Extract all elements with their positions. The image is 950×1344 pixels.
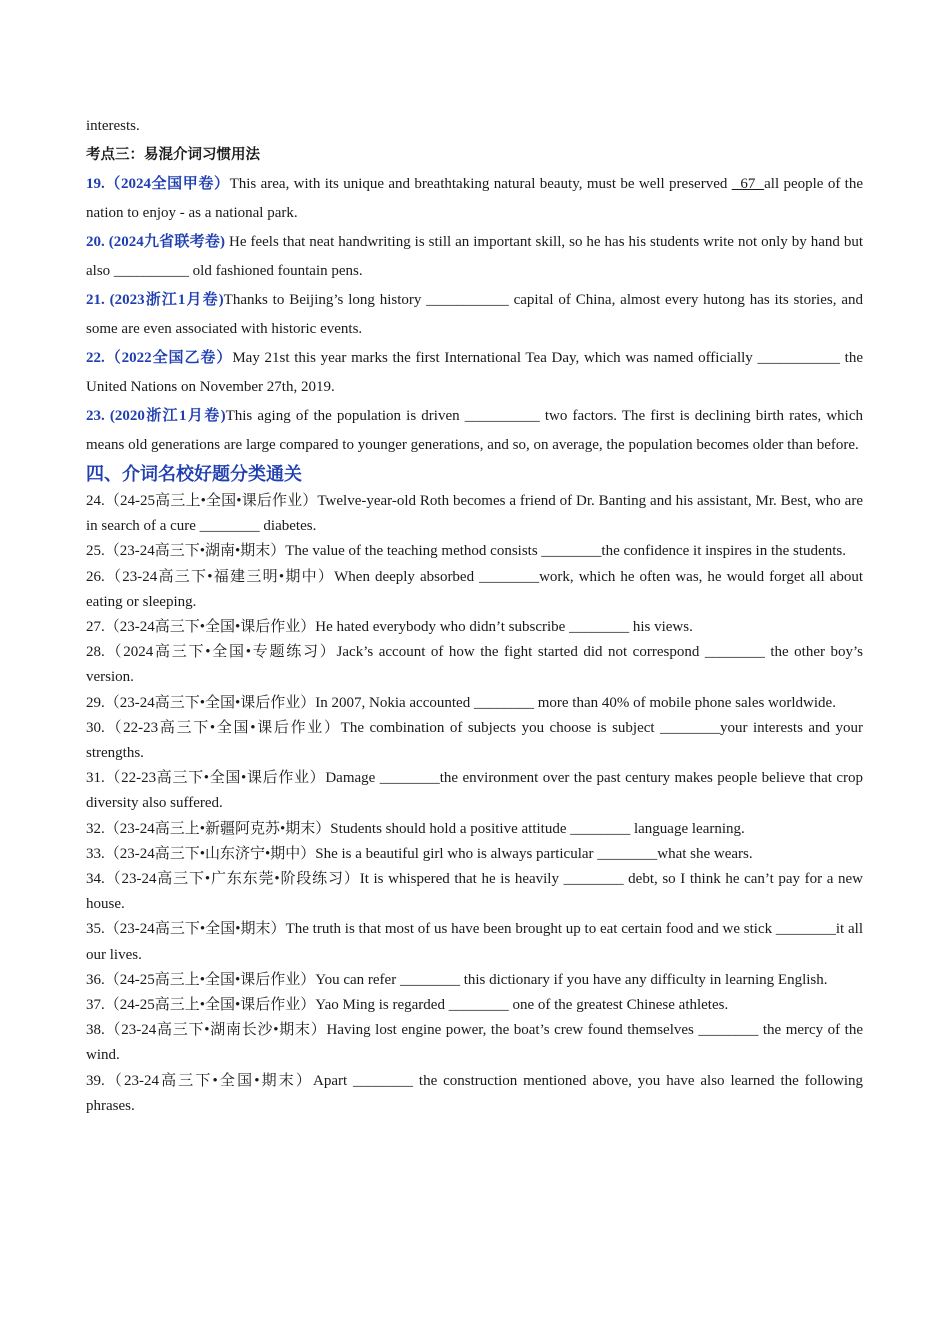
question-source: 23. (2020浙江1月卷) <box>86 408 226 424</box>
question-21 <box>86 286 863 344</box>
question-39: 39.（23-24高三下•全国•期末）Apart ________ the construction mentioned above, you have also learned the following phrases. <box>86 1072 863 1114</box>
question-27: 27.（23-24高三下•全国•课后作业）He hated everybody who didn’t subscribe ________ his views. <box>86 619 693 636</box>
section-title: 四、介词名校好题分类通关 <box>86 464 302 485</box>
question-38: 38.（23-24高三下•湖南长沙•期末）Having lost engine power, the boat’s crew found themselves ________ the mercy of the wind. <box>86 1022 863 1064</box>
question-33: 33.（23-24高三下•山东济宁•期中）She is a beautiful girl who is always particular ________what she wears. <box>86 845 753 862</box>
question-25: 25.（23-24高三下•湖南•期末）The value of the teaching method consists ________the confidence it inspires in the students. <box>86 543 846 560</box>
answer-blank: 67 <box>731 176 765 192</box>
question-31: 31.（22-23高三下•全国•课后作业）Damage ________the environment over the past century makes people believe that crop diversity also suffered. <box>86 770 863 812</box>
question-source: 20. (2024九省联考卷) <box>86 234 226 250</box>
subheading: 考点三：易混介词习惯用法 <box>86 147 260 163</box>
question-text: This aging of the population is driven __________ two factors. The first is declining birth rates, which means old generations are large compared to younger generations, and so, on average, the population becomes older than before. <box>86 408 863 453</box>
question-text: This area, with its unique and breathtaking natural beauty, must be well preserved <box>229 176 732 192</box>
question-text: all people of the nation to enjoy - as a national park. <box>86 176 863 221</box>
question-36: 36.（24-25高三上•全国•课后作业）You can refer ________ this dictionary if you have any difficulty in learning English. <box>86 971 828 988</box>
question-text: May 21st this year marks the first International Tea Day, which was named officially ___________ the United Nations on November 27th, 2019. <box>86 350 863 395</box>
question-source: 21. (2023浙江1月卷) <box>86 292 224 308</box>
continued-text: interests. <box>86 118 140 134</box>
question-35: 35.（23-24高三下•全国•期末）The truth is that most of us have been brought up to eat certain food and we stick ________it all our lives. <box>86 921 863 963</box>
question-source: 22.（2022全国乙卷） <box>86 350 233 366</box>
question-source: 19.（2024全国甲卷） <box>86 176 230 192</box>
question-text: Thanks to Beijing’s long history ___________ capital of China, almost every hutong has its stories, and some are even associated with historic events. <box>86 292 863 337</box>
question-30: 30.（22-23高三下•全国•课后作业）The combination of subjects you choose is subject ________your interests and your strengths. <box>86 719 863 762</box>
question-text: He feels that neat handwriting is still an important skill, so he has his students write not only by hand but also __________ old fashioned fountain pens. <box>86 234 863 279</box>
question-34: 34.（23-24高三下•广东东莞•阶段练习）It is whispered that he is heavily ________ debt, so I think he can’t pay for a new house. <box>86 871 863 913</box>
question-28: 28.（2024高三下•全国•专题练习）Jack’s account of how the fight started did not correspond ________ the other boy’s version. <box>86 644 863 686</box>
question-22 <box>86 344 863 402</box>
question-26: 26.（23-24高三下•福建三明•期中）When deeply absorbed ________work, which he often was, he would forget all about eating or sleeping. <box>86 568 863 610</box>
question-23 <box>86 402 863 460</box>
question-32: 32.（23-24高三上•新疆阿克苏•期末）Students should hold a positive attitude ________ language learning. <box>86 820 745 837</box>
document-page <box>86 112 863 1119</box>
question-29: 29.（23-24高三下•全国•课后作业）In 2007, Nokia accounted ________ more than 40% of mobile phone sales worldwide. <box>86 694 836 711</box>
question-24: 24.（24-25高三上•全国•课后作业）Twelve-year-old Roth becomes a friend of Dr. Banting and his assistant, Mr. Best, who are in search of a cure ________ diabetes. <box>86 493 863 535</box>
question-19 <box>86 170 863 228</box>
question-20 <box>86 228 863 286</box>
question-37: 37.（24-25高三上•全国•课后作业）Yao Ming is regarded ________ one of the greatest Chinese athletes. <box>86 997 729 1014</box>
